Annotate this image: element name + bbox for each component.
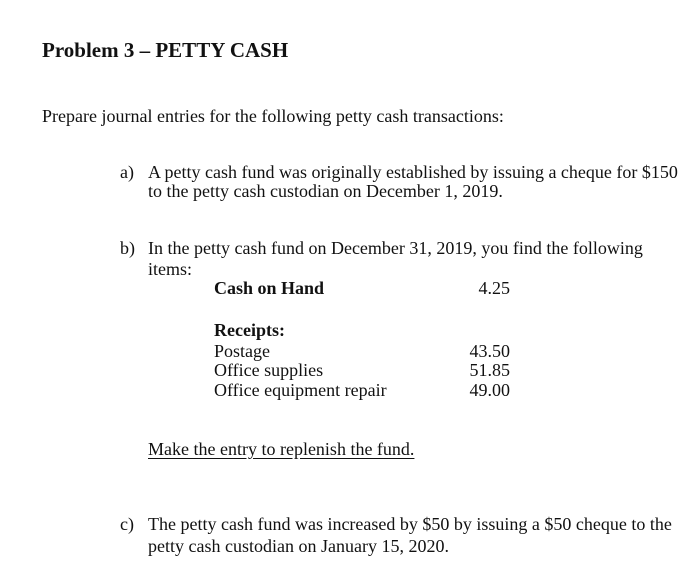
receipt-label-equipment-repair: Office equipment repair <box>214 380 387 400</box>
item-c-line-1: The petty cash fund was increased by $50 by issuing a $50 cheque to the <box>148 514 672 534</box>
item-a-line-1: A petty cash fund was originally established by issuing a cheque for $150 <box>148 162 678 182</box>
item-a-line-2: to the petty cash custodian on December 1, 2019. <box>148 181 503 201</box>
item-b-line-2: items: <box>148 259 192 279</box>
replenish-instruction: Make the entry to replenish the fund. <box>148 439 415 459</box>
receipt-value-postage: 43.50 <box>469 341 510 361</box>
cash-on-hand-label: Cash on Hand <box>214 278 325 298</box>
item-b-line-1: In the petty cash fund on December 31, 2019, you find the following <box>148 238 643 258</box>
receipt-label-office-supplies: Office supplies <box>214 360 324 380</box>
item-a-marker: a) <box>120 162 134 182</box>
item-b-marker: b) <box>120 238 135 258</box>
receipt-label-postage: Postage <box>214 341 270 361</box>
item-c-marker: c) <box>120 514 134 534</box>
receipts-heading: Receipts: <box>214 320 285 340</box>
receipt-value-office-supplies: 51.85 <box>469 360 510 380</box>
page-title: Problem 3 – PETTY CASH <box>42 38 289 62</box>
instructions-text: Prepare journal entries for the following petty cash transactions: <box>42 106 504 126</box>
cash-on-hand-value: 4.25 <box>478 278 510 298</box>
receipt-value-equipment-repair: 49.00 <box>469 380 510 400</box>
item-c-line-2: petty cash custodian on January 15, 2020. <box>148 536 449 556</box>
